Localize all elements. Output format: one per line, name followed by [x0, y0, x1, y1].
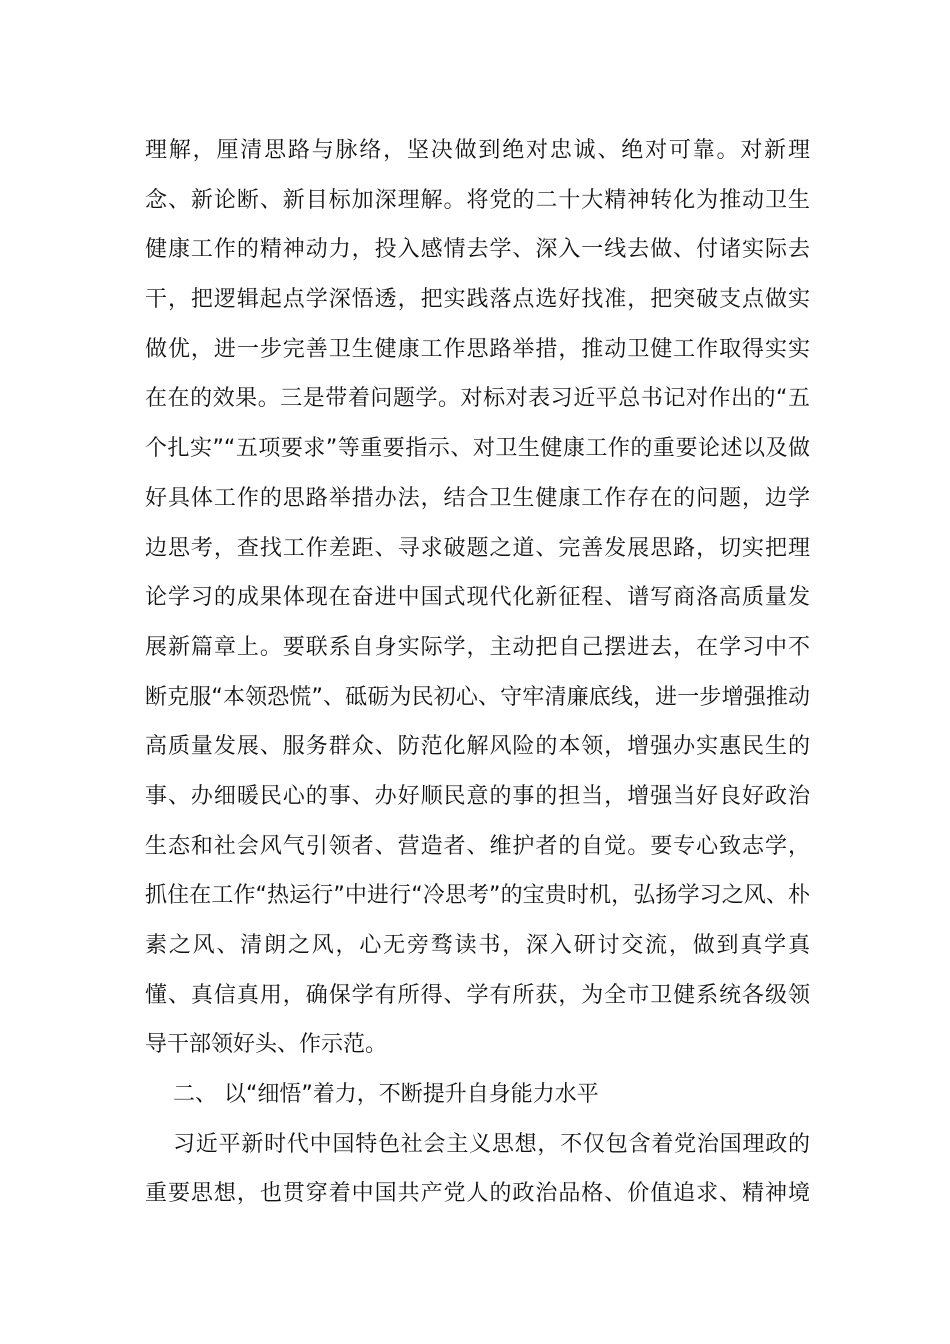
- text-line: 高质量发展、服务群众、防范化解风险的本领，增强办实惠民生的: [145, 734, 810, 760]
- text-line: 个扎实”“五项要求”等重要指示、对卫生健康工作的重要论述以及做: [145, 436, 810, 462]
- section-heading: 二、 以“细悟”着力，不断提升自身能力水平: [173, 1082, 599, 1108]
- text-line: 事、办细暖民心的事、办好顺民意的事的担当，增强当好良好政治: [145, 783, 810, 809]
- text-line: 理解，厘清思路与脉络，坚决做到绝对忠诚、绝对可靠。对新理: [145, 138, 810, 163]
- paragraph-first-line: 习近平新时代中国特色社会主义思想，不仅包含着党治国理政的: [173, 1131, 810, 1157]
- text-line: 重要思想，也贯穿着中国共产党人的政治品格、价值追求、精神境: [145, 1181, 810, 1207]
- text-line: 素之风、清朗之风，心无旁骛读书，深入研讨交流，做到真学真: [145, 933, 810, 958]
- text-line: 懂、真信真用，确保学有所得、学有所获，为全市卫健系统各级领: [145, 982, 810, 1008]
- text-line: 好具体工作的思路举措办法，结合卫生健康工作存在的问题，边学: [145, 485, 810, 511]
- text-line: 生态和社会风气引领者、营造者、维护者的自觉。要专心致志学，: [145, 833, 810, 859]
- text-line: 边思考，查找工作差距、寻求破题之道、完善发展思路，切实把理: [145, 535, 810, 561]
- text-line: 在在的效果。三是带着问题学。对标对表习近平总书记对作出的“五: [145, 386, 810, 412]
- text-line: 展新篇章上。要联系自身实际学，主动把自己摆进去，在学习中不: [145, 634, 810, 660]
- text-line: 念、新论断、新目标加深理解。将党的二十大精神转化为推动卫生: [145, 187, 810, 213]
- text-line-last: 导干部领好头、作示范。: [145, 1032, 388, 1058]
- text-line: 干，把逻辑起点学深悟透，把实践落点选好找准，把突破支点做实: [145, 287, 810, 313]
- text-line: 健康工作的精神动力，投入感情去学、深入一线去做、付诸实际去: [145, 237, 810, 263]
- body-text: [145, 126, 810, 1219]
- text-line: 论学习的成果体现在奋进中国式现代化新征程、谱写商洛高质量发: [145, 585, 810, 611]
- text-line: 抓住在工作“热运行”中进行“冷思考”的宝贵时机，弘扬学习之风、朴: [145, 883, 810, 909]
- text-line: 做优，进一步完善卫生健康工作思路举措，推动卫健工作取得实实: [145, 336, 810, 362]
- text-line: 断克服“本领恐慌”、砥砺为民初心、守牢清廉底线，进一步增强推动: [145, 684, 810, 710]
